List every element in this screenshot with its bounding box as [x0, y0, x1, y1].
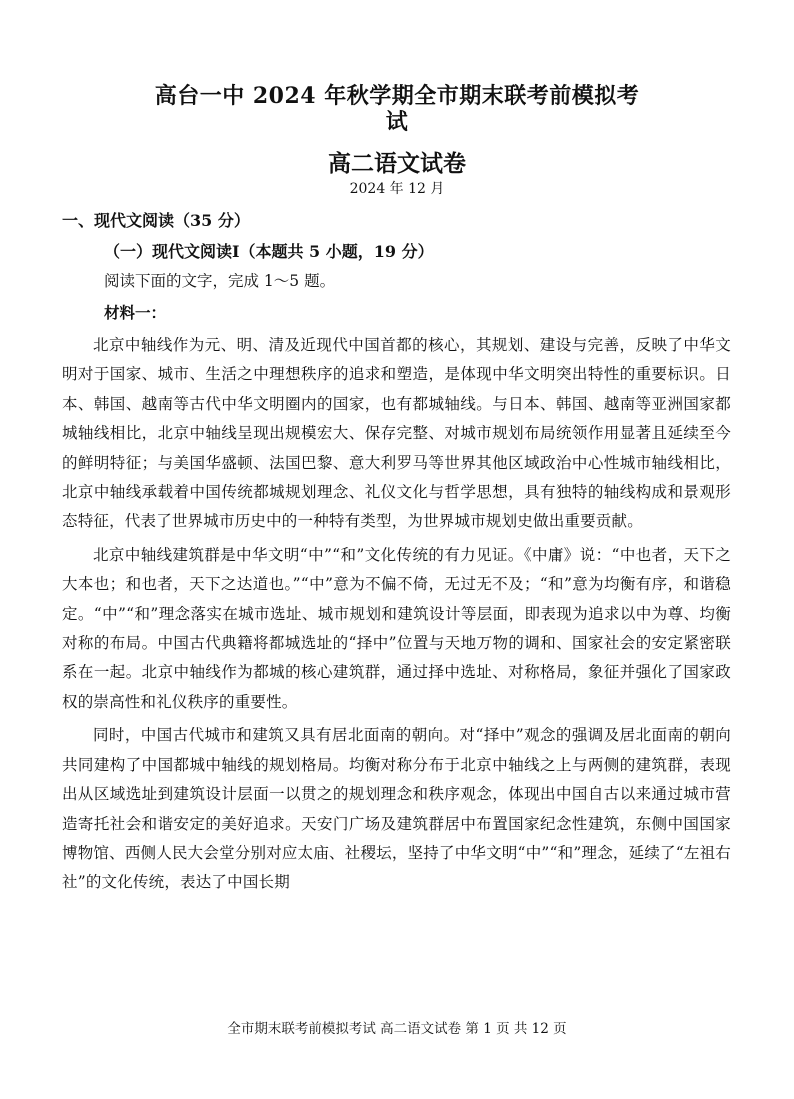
paragraph-1: 北京中轴线作为元、明、清及近现代中国首都的核心，其规划、建设与完善，反映了中华文明对于国家、城市、生活之中理想秩序的追求和塑造，是体现中华文明突出特性的重要标识。日本、韩国、越南等古代中华文明圈内的国家，也有都城轴线。与日本、韩国、越南等亚洲国家都城轴线相比，北京中轴线呈现出规模宏大、保存完整、对城市规划布局统领作用显著且延续至今的鲜明特征；与美国华盛顿、法国巴黎、意大利罗马等世界其他区域政治中心性城市轴线相比，北京中轴线承载着中国传统都城规划理念、礼仪文化与哲学思想，具有独特的轴线构成和景观形态特征，代表了世界城市历史中的一种特有类型，为世界城市规划史做出重要贡献。	[62, 336, 731, 531]
exam-title: 高台一中 2024 年秋学期全市期末联考前模拟考试	[154, 83, 640, 135]
paragraph-2: 北京中轴线建筑群是中华文明“中”“和”文化传统的有力见证。《中庸》说：“中也者，天下之大本也；和也者，天下之达道也。”“中”意为不偏不倚，无过无不及；“和”意为均衡有序，和谐稳定。“中”“和”理念落实在城市选址、城市规划和建筑设计等层面，即表现为追求以中为尊、均衡对称的布局。中国古代典籍将都城选址的“择中”位置与天地万物的调和、国家社会的安定紧密联系在一起。北京中轴线作为都城的核心建筑群，通过择中选址、对称格局，象征并强化了国家政权的崇高性和礼仪秩序的重要性。	[62, 545, 731, 711]
section-heading: 一、现代文阅读（35 分）	[62, 211, 250, 230]
reading-passage	[62, 331, 731, 902]
page-footer: 全市期末联考前模拟考试 高二语文试卷 第 1 页 共 12 页	[227, 1021, 567, 1037]
instruction-text: 阅读下面的文字，完成 1～5 题。	[104, 272, 336, 290]
material-label: 材料一：	[104, 303, 167, 322]
exam-subtitle: 高二语文试卷	[328, 150, 466, 177]
exam-date: 2024 年 12 月	[349, 181, 445, 197]
paragraph-3: 同时，中国古代城市和建筑又具有居北面南的朝向。对“择中”观念的强调及居北面南的朝向共同建构了中国都城中轴线的规划格局。均衡对称分布于北京中轴线之上与两侧的建筑群，表现出从区域选址到建筑设计层面一以贯之的规划理念和秩序观念，体现出中国自古以来通过城市营造寄托社会和谐安定的美好追求。天安门广场及建筑群居中布置国家纪念性建筑，东侧中国国家博物馆、西侧人民大会堂分别对应太庙、社稷坛，坚持了中华文明“中”“和”理念，延续了“左祖右社”的文化传统，表达了中国长期	[62, 726, 731, 892]
subsection-heading: （一）现代文阅读Ⅰ（本题共 5 小题，19 分）	[104, 242, 434, 261]
